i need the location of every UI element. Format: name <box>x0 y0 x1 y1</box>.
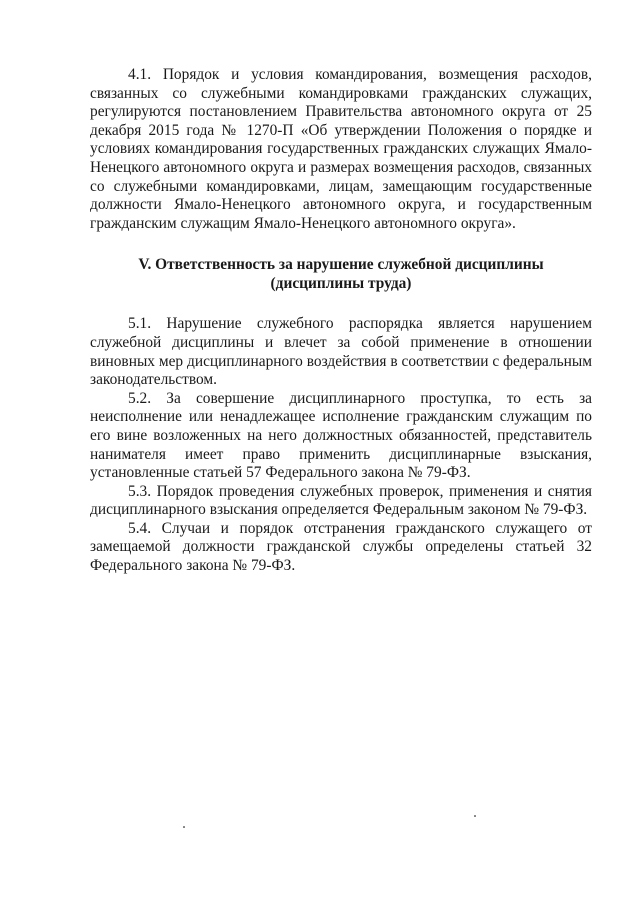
paragraph-4-1: 4.1. Порядок и условия командирования, возмещения расходов, связанных со служебными командировками гражданских служащих, регулируются постановлением Правительства автономного округа от 25 декабря 2015 года № 1270-П «Об утверждении Положения о порядке и условиях командирования государственных гражданских служащих Ямало-Ненецкого автономного округа и размерах возмещения расходов, связанных со служебными командировками, лицам, замещающим государственные должности Ямало-Ненецкого автономного округа, и государственным гражданским служащим Ямало-Ненецкого автономного округа». <box>90 66 592 232</box>
paragraph-5-1: 5.1. Нарушение служебного распорядка является нарушением служебной дисциплины и влечет за собой применение в отношении виновных мер дисциплинарного воздействия в соответствии с федеральным законодательством. <box>90 315 592 389</box>
paragraph-5-2: 5.2. За совершение дисциплинарного проступка, то есть за неисполнение или ненадлежащее исполнение гражданским служащим по его вине возложенных на него должностных обязанностей, представитель нанимателя имеет право применить дисциплинарные взыскания, установленные статьей 57 Федерального закона № 79-ФЗ. <box>90 389 592 482</box>
document-page <box>90 66 592 576</box>
scan-speck <box>474 815 476 817</box>
section-v-heading-line-2: (дисциплины труда) <box>270 275 412 293</box>
section-v-heading-line-1: V. Ответственность за нарушение служебной дисциплины <box>138 256 544 274</box>
section-v-heading <box>90 255 592 293</box>
scan-speck <box>183 826 185 828</box>
paragraph-5-3: 5.3. Порядок проведения служебных проверок, применения и снятия дисциплинарного взыскания определяется Федеральным законом № 79-ФЗ. <box>90 482 592 519</box>
paragraph-5-4: 5.4. Случаи и порядок отстранения гражданского служащего от замещаемой должности гражданской службы определены статьей 32 Федерального закона № 79-ФЗ. <box>90 519 592 575</box>
